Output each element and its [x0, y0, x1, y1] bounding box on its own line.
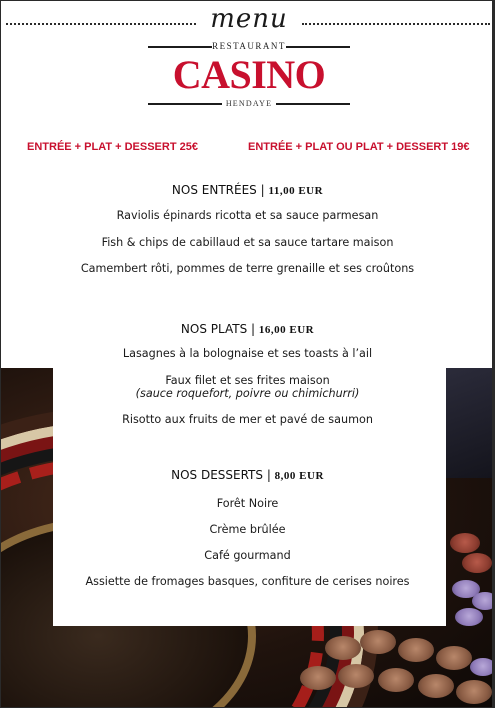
- chip: [470, 658, 495, 676]
- section-price: 11,00 EUR: [268, 185, 324, 197]
- formula-full-menu: ENTRÉE + PLAT + DESSERT 25€: [27, 141, 198, 153]
- formula-short-menu: ENTRÉE + PLAT OU PLAT + DESSERT 19€: [248, 141, 470, 153]
- menu-item: Camembert rôti, pommes de terre grenaille et ses croûtons: [80, 262, 415, 275]
- chip: [300, 666, 336, 690]
- menu-item: Crème brûlée: [209, 523, 286, 536]
- chip: [456, 680, 492, 704]
- chip: [455, 608, 483, 626]
- chip: [360, 630, 396, 654]
- menu-item: Assiette de fromages basques, confiture de cerises noires: [85, 575, 410, 588]
- chip: [398, 638, 434, 662]
- chip: [436, 646, 472, 670]
- menu-item: Café gourmand: [204, 549, 291, 562]
- menu-script-title: menu: [210, 4, 288, 34]
- section-title-plats: NOS PLATS | 16,00 EUR: [180, 322, 315, 336]
- menu-item: Fish & chips de cabillaud et sa sauce tartare maison: [101, 236, 394, 249]
- menu-item: Lasagnes à la bolognaise et ses toasts à l’ail: [122, 347, 373, 360]
- menu-item: Faux filet et ses frites maison: [165, 374, 330, 387]
- section-title-entrees: NOS ENTRÉES | 11,00 EUR: [171, 183, 324, 197]
- section-price: 8,00 EUR: [274, 470, 324, 482]
- logo-restaurant-label: RESTAURANT: [212, 41, 286, 51]
- header-dotted-rule-left: [6, 23, 196, 25]
- chip: [472, 592, 495, 610]
- menu-item: Risotto aux fruits de mer et pavé de saumon: [122, 413, 373, 426]
- section-title-desserts: NOS DESSERTS | 8,00 EUR: [171, 468, 324, 482]
- section-price: 16,00 EUR: [258, 324, 315, 336]
- chip: [378, 668, 414, 692]
- chip: [338, 664, 374, 688]
- chip: [418, 674, 454, 698]
- section-name: NOS ENTRÉES: [171, 183, 257, 197]
- section-name: NOS PLATS: [180, 322, 248, 336]
- chip: [325, 636, 361, 660]
- menu-item-note: (sauce roquefort, poivre ou chimichurri): [135, 387, 360, 400]
- header-dotted-rule-right: [302, 23, 490, 25]
- menu-item: Forêt Noire: [216, 497, 279, 510]
- menu-item: Raviolis épinards ricotta et sa sauce parmesan: [116, 209, 379, 222]
- section-name: NOS DESSERTS: [171, 468, 263, 482]
- logo-city-label: HENDAYE: [225, 99, 273, 108]
- logo-brand-name: CASINO: [172, 52, 326, 97]
